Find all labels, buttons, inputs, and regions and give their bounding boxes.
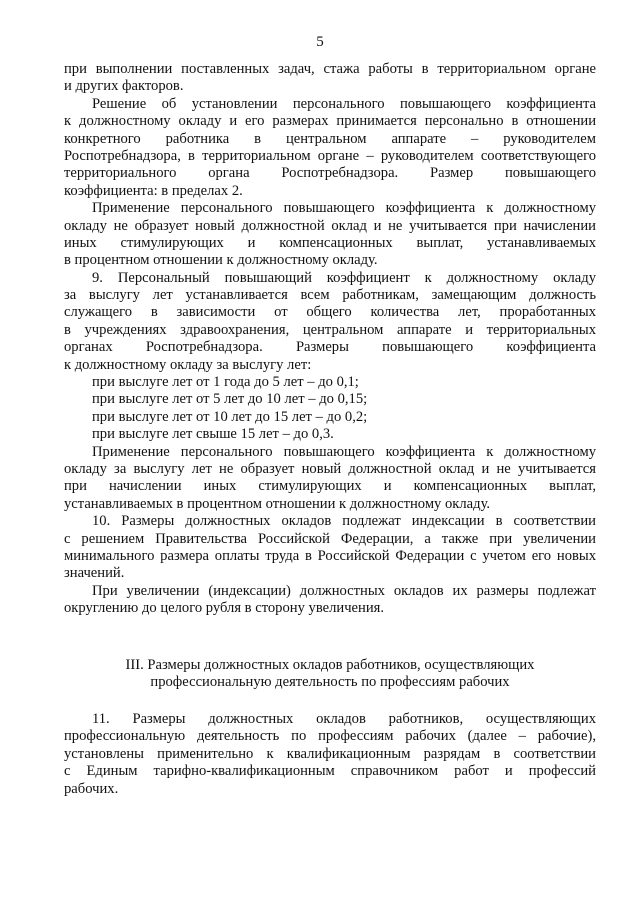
list-item: при выслуге лет от 10 лет до 15 лет – до 0,2; [92,408,368,425]
page-number: 5 [316,34,324,50]
text-line: с Единым тарифно-квалификационным справочником работ и профессий [64,763,596,780]
text-line: при начислении иных стимулирующих и компенсационных выплат, [64,478,596,495]
text-line: окладу не образует новый должностной оклад и не учитывается при начислении [64,217,596,234]
text-line: органах Роспотребнадзора. Размеры повышающего коэффициента [64,339,596,356]
text-line: при выполнении поставленных задач, стажа работы в территориальном органе [64,61,596,77]
text-line: 10. Размеры должностных окладов подлежат индексации в соответствии [92,513,596,530]
text-line: округлению до целого рубля в сторону увеличения. [64,600,384,617]
section-heading-line: III. Размеры должностных окладов работников, осуществляющих [125,657,535,673]
text-line: При увеличении (индексации) должностных окладов их размеры подлежат [92,582,596,599]
text-line: устанавливаемых в процентном отношении к должностному окладу. [64,495,491,512]
text-line: Применение персонального повышающего коэффициента к должностному [92,200,596,217]
text-line: к должностному окладу за выслугу лет: [64,356,312,373]
text-line: иных стимулирующих и компенсационных выплат, устанавливаемых [64,234,596,251]
text-line: 9. Персональный повышающий коэффициент к должностному окладу [92,269,596,286]
text-line: конкретного работника в центральном аппарате – руководителем [64,130,596,147]
section-paragraph [64,711,596,798]
list-item: при выслуге лет свыше 15 лет – до 0,3. [92,426,334,443]
text-line: значений. [64,565,125,582]
text-line: Решение об установлении персонального повышающего коэффициента [92,95,596,112]
text-line: с решением Правительства Российской Федерации, а также при увеличении [64,530,596,547]
text-line: и других факторов. [64,78,184,95]
text-line: к должностному окладу и его размерах принимается персонально в отношении [64,113,596,130]
text-line: установлены применительно к квалификационным разрядам в соответствии [64,745,596,762]
text-line: профессиональную деятельность по профессиям рабочих (далее – рабочие), [64,728,596,745]
text-line: 11. Размеры должностных окладов работников, осуществляющих [92,711,596,727]
text-line: территориального органа Роспотребнадзора. Размер повышающего [64,165,596,182]
text-line: служащего в зависимости от общего количества лет, проработанных [64,304,596,321]
text-line: в процентном отношении к должностному окладу. [64,252,378,269]
text-line: коэффициента: в пределах 2. [64,182,243,199]
text-line: в учреждениях здравоохранения, центральном аппарате и территориальных [64,321,596,338]
text-line: Роспотребнадзора, в территориальном органе – руководителем соответствующего [64,147,596,164]
list-item: при выслуге лет от 1 года до 5 лет – до 0,1; [92,374,359,391]
text-line: окладу за выслугу лет не образует новый должностной оклад и не учитывается [64,460,596,477]
text-line: Применение персонального повышающего коэффициента к должностному [92,443,596,460]
list-item: при выслуге лет от 5 лет до 10 лет – до 0,15; [92,391,368,408]
body-text [64,61,596,618]
section-heading [64,657,596,692]
text-line: минимального размера оплаты труда в Российской Федерации с учетом его новых [64,547,596,564]
text-line: рабочих. [64,780,119,797]
text-line: за выслугу лет устанавливается всем работникам, замещающим должность [64,287,596,304]
section-heading-line: профессиональную деятельность по профессиям рабочих [150,674,510,691]
